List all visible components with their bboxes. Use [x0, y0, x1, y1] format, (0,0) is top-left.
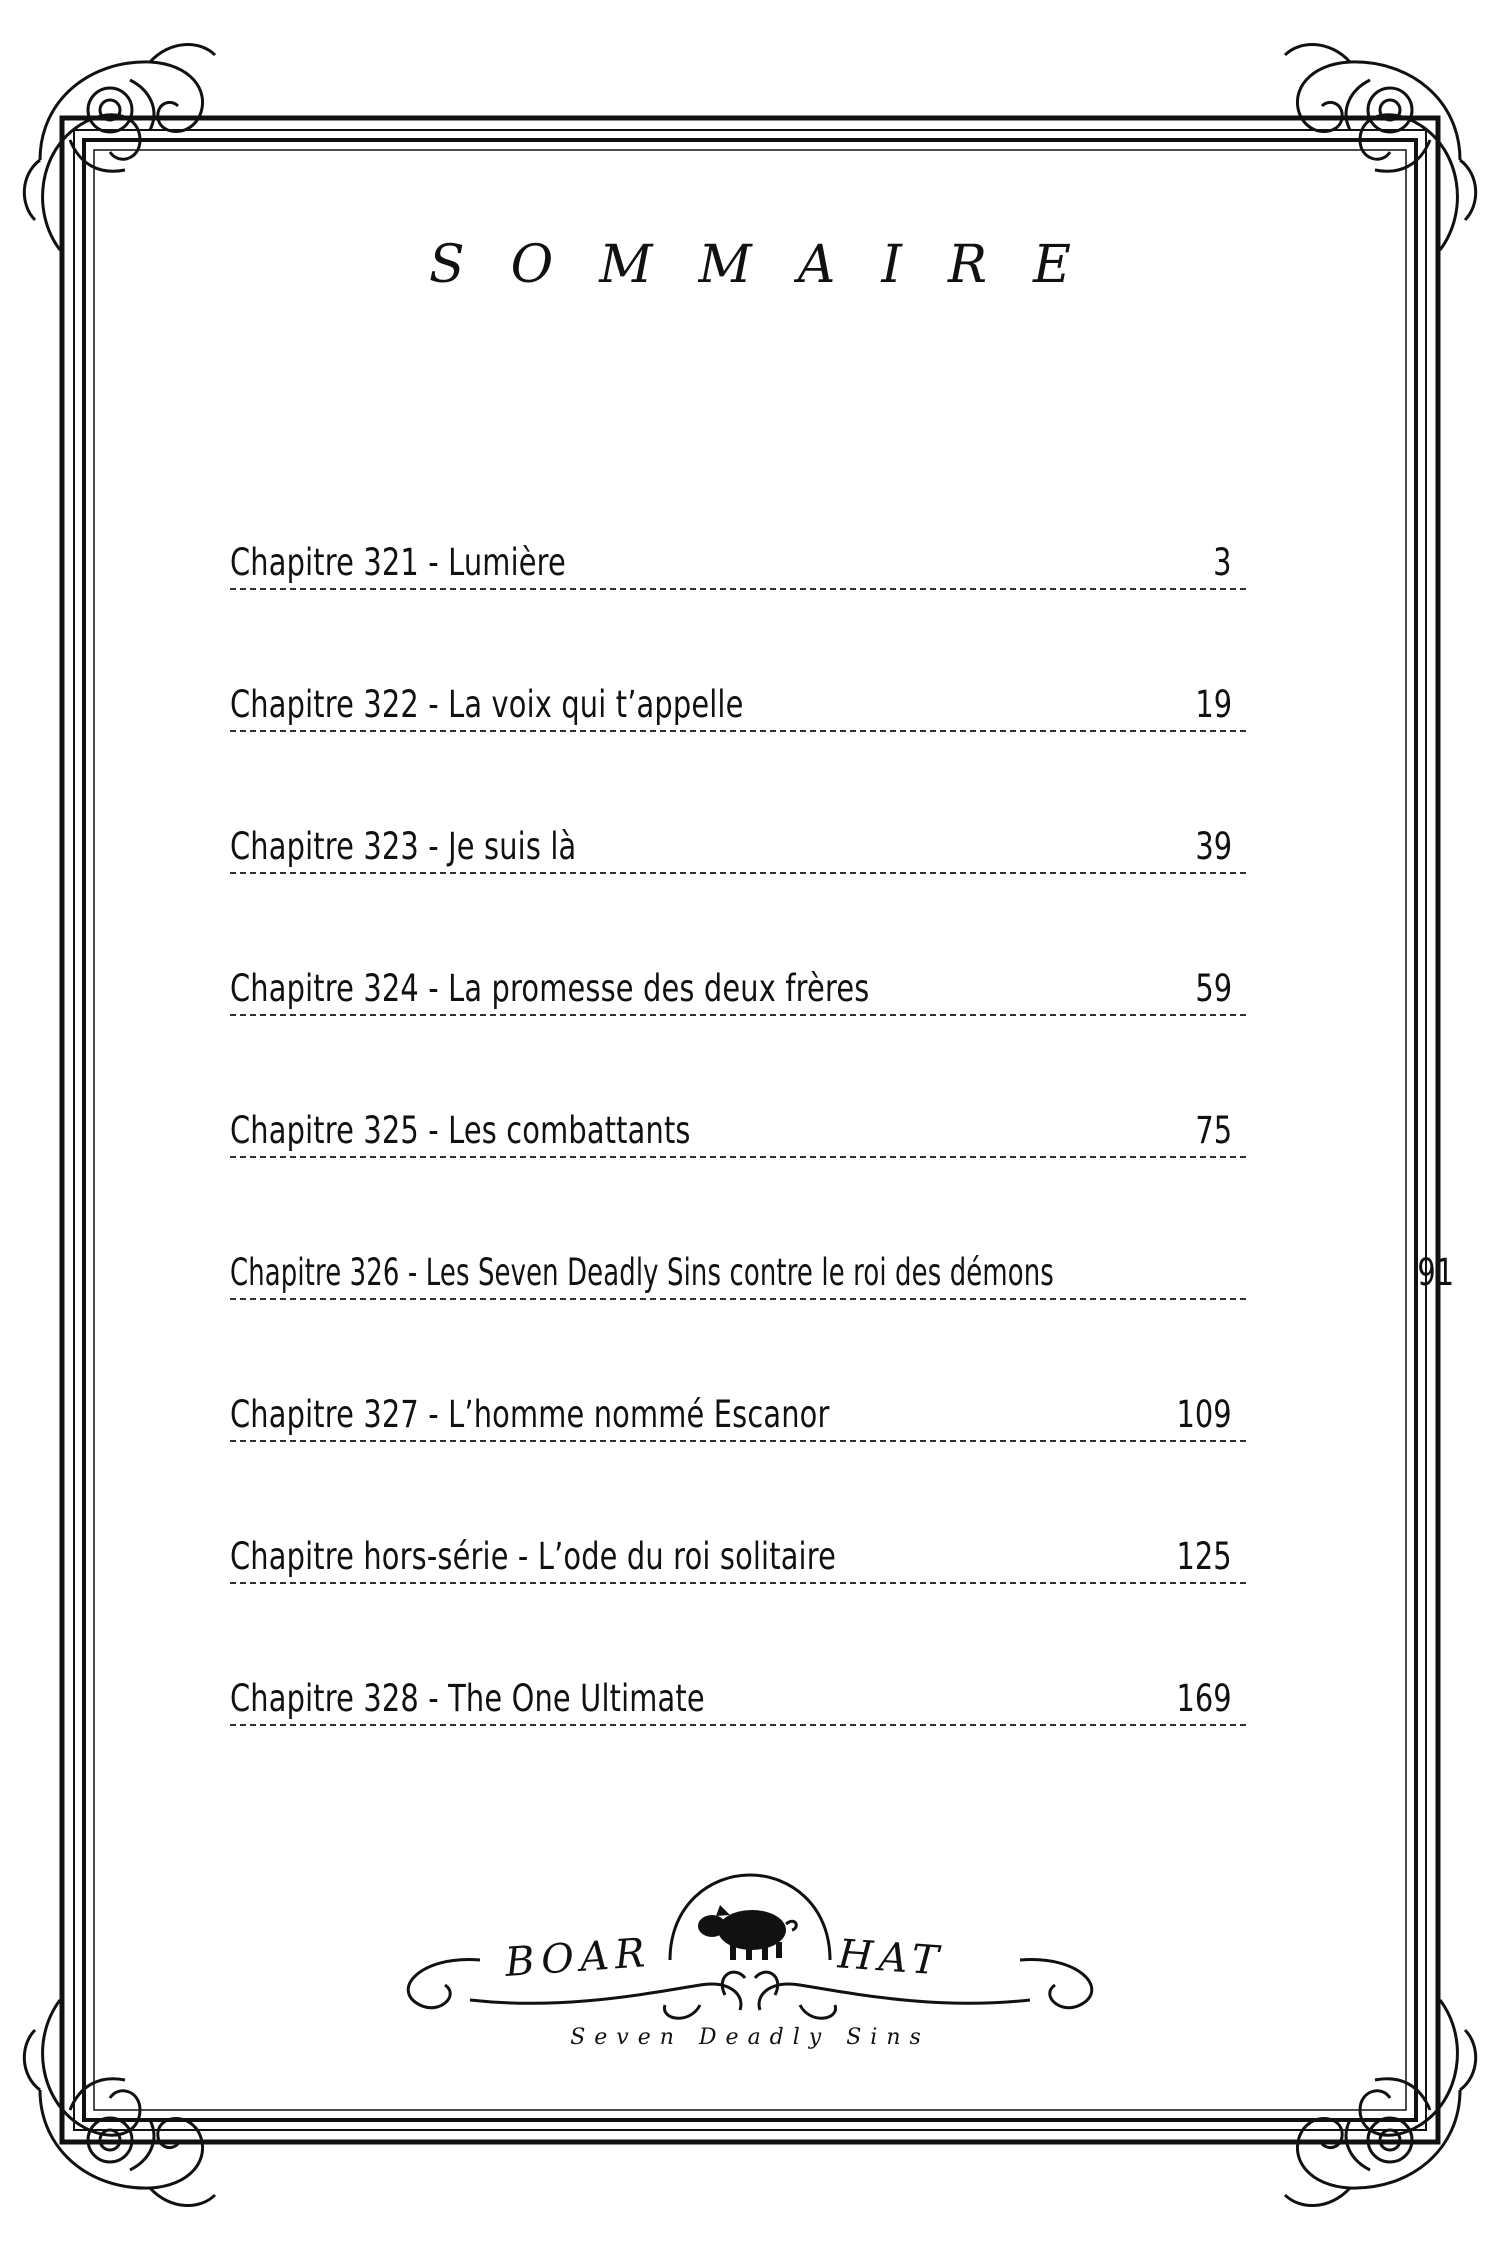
- toc-entry-page: 91: [1417, 1251, 1455, 1294]
- toc-entry-title: Chapitre 323 - Je suis là: [230, 825, 577, 868]
- dashed-divider: [230, 1156, 1246, 1158]
- dashed-divider: [230, 872, 1246, 874]
- toc-entry[interactable]: [230, 1360, 1246, 1502]
- dashed-divider: [230, 730, 1246, 732]
- toc-entry-page: 109: [1176, 1393, 1232, 1436]
- title-letter: M: [599, 235, 653, 295]
- toc-entry-page: 3: [1213, 541, 1232, 584]
- toc-entry-title: Chapitre 324 - La promesse des deux frères: [230, 967, 870, 1010]
- toc-entry[interactable]: [230, 508, 1246, 650]
- toc-entry-page: 75: [1195, 1109, 1232, 1152]
- title-letter: O: [510, 235, 554, 295]
- toc-entry[interactable]: [230, 1644, 1246, 1786]
- title-letter: I: [881, 235, 902, 295]
- toc-entry[interactable]: [230, 1218, 1455, 1360]
- toc-entry-page: 125: [1176, 1535, 1232, 1578]
- toc-entry-page: 169: [1176, 1677, 1232, 1720]
- logo-word-right: HAT: [836, 1931, 946, 1985]
- title-letter: R: [947, 235, 988, 295]
- toc-entry-title: Chapitre 325 - Les combattants: [230, 1109, 691, 1152]
- dashed-divider: [230, 1724, 1246, 1726]
- corner-ornament-top-right-icon: [1285, 45, 1476, 250]
- dashed-divider: [230, 1440, 1246, 1442]
- toc-entry-page: 19: [1195, 683, 1232, 726]
- title-letter: M: [698, 235, 752, 295]
- logo-word-left: BOAR: [503, 1929, 653, 1987]
- toc-entry[interactable]: [230, 792, 1246, 934]
- page-title: [0, 235, 1500, 295]
- toc-entry[interactable]: [230, 1502, 1246, 1644]
- toc-entry[interactable]: [230, 650, 1246, 792]
- toc-entry-title: Chapitre 321 - Lumière: [230, 541, 566, 584]
- table-of-contents: [230, 508, 1455, 1786]
- toc-entry-page: 59: [1195, 967, 1232, 1010]
- toc-entry-title: Chapitre hors-série - L’ode du roi solitaire: [230, 1535, 837, 1578]
- toc-entry-title: Chapitre 322 - La voix qui t’appelle: [230, 683, 744, 726]
- toc-entry-page: 39: [1195, 825, 1232, 868]
- toc-entry-title: Chapitre 328 - The One Ultimate: [230, 1677, 705, 1720]
- title-letter: S: [429, 235, 465, 295]
- corner-ornament-top-left-icon: [24, 45, 215, 250]
- logo-subtitle: Seven Deadly Sins: [570, 2025, 930, 2050]
- dashed-divider: [230, 1298, 1246, 1300]
- dashed-divider: [230, 588, 1246, 590]
- toc-entry-title: Chapitre 326 - Les Seven Deadly Sins contre le roi des démons: [230, 1251, 1054, 1294]
- pig-emblem-icon: [698, 1905, 796, 1960]
- title-letter: E: [1033, 235, 1071, 295]
- dashed-divider: [230, 1014, 1246, 1016]
- dashed-divider: [230, 1582, 1246, 1584]
- toc-entry[interactable]: [230, 934, 1246, 1076]
- toc-entry-title: Chapitre 327 - L’homme nommé Escanor: [230, 1393, 830, 1436]
- title-letter: A: [797, 235, 836, 295]
- toc-entry[interactable]: [230, 1076, 1246, 1218]
